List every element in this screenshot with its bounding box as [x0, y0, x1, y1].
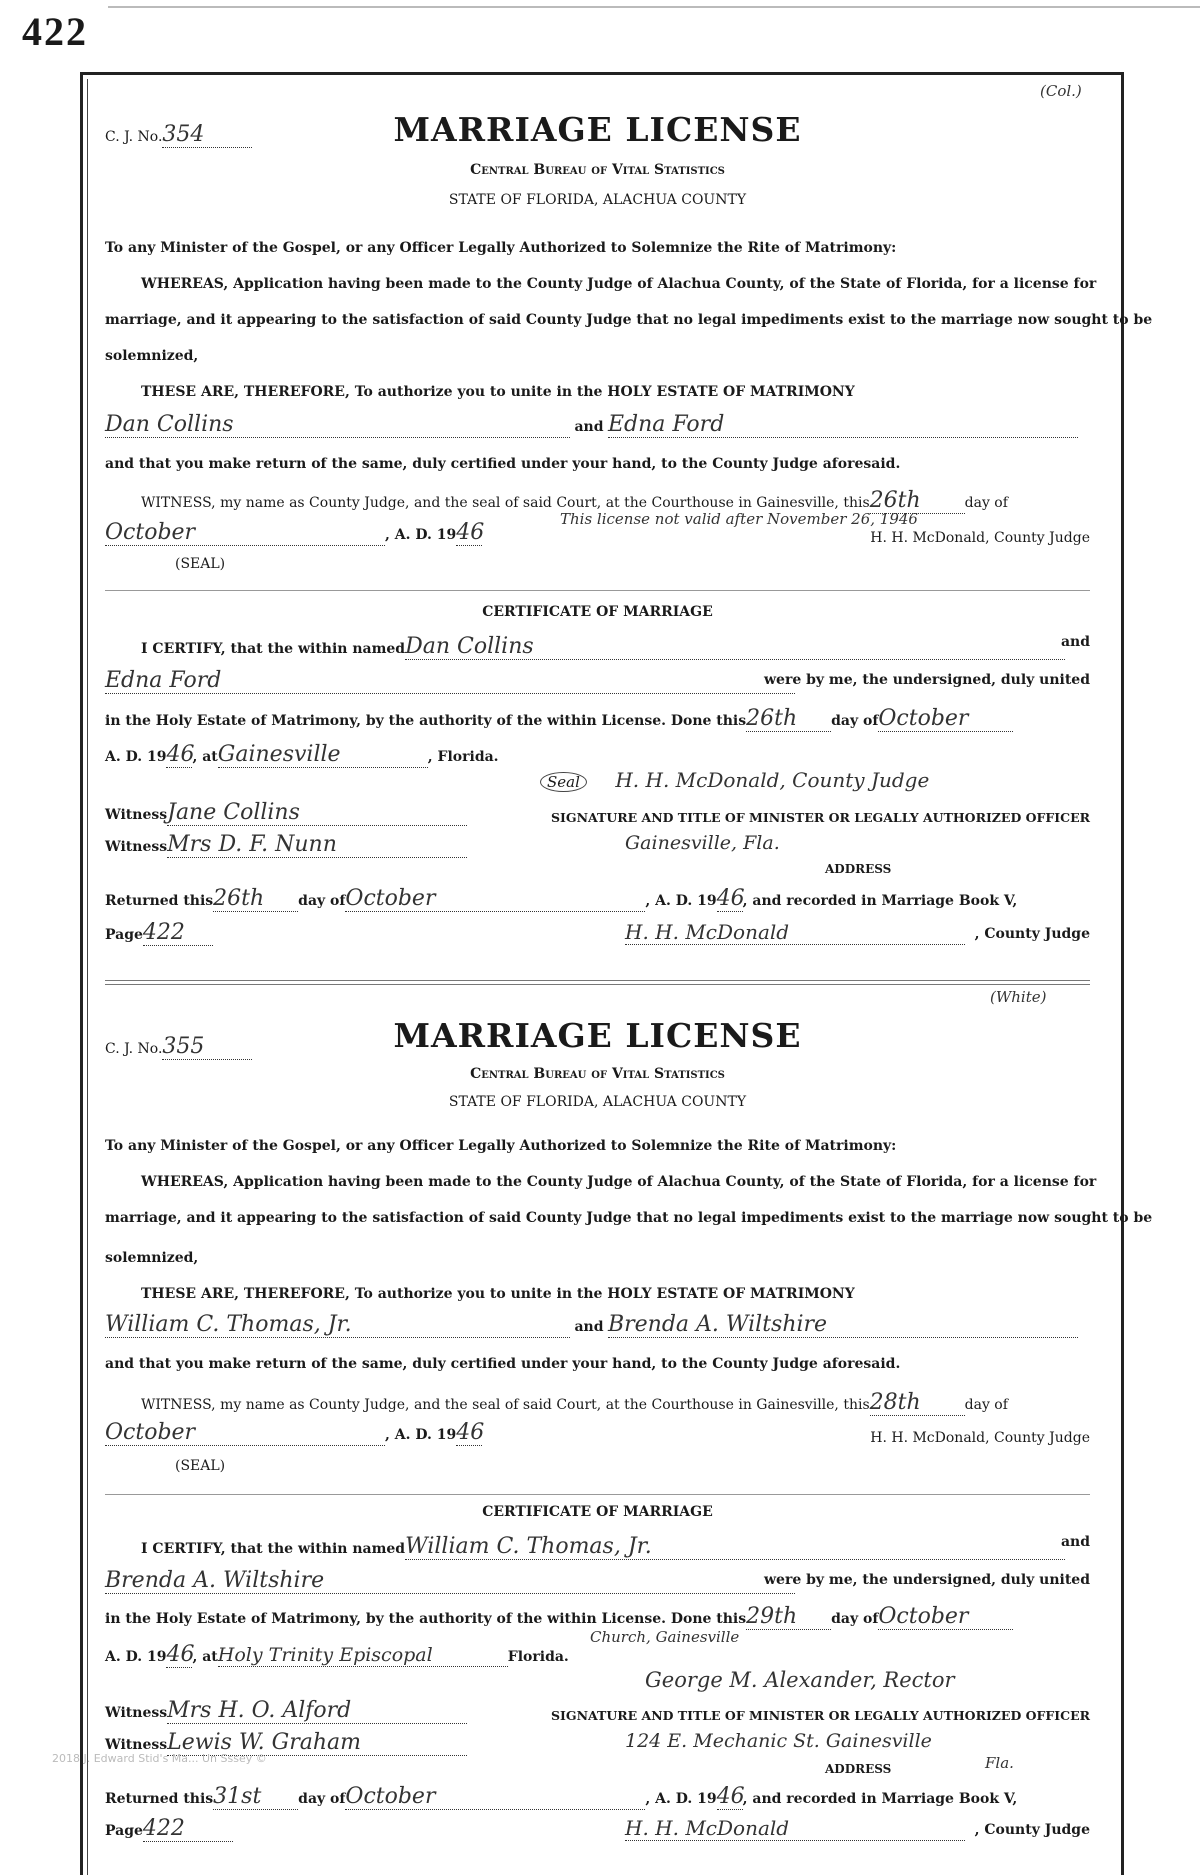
bride-name: Brenda A. Wiltshire: [608, 1312, 1078, 1338]
done-place-cont: Church, Gainesville: [590, 1628, 740, 1646]
witness-text: WITNESS, my name as County Judge, and the seal of said Court, at the Courthouse in Gainesville, this: [141, 1397, 870, 1413]
authorize-line: THESE ARE, THEREFORE, To authorize you to unite in the HOLY ESTATE OF MATRIMONY: [141, 1286, 855, 1302]
certify-text: I CERTIFY, that the within named: [141, 641, 406, 657]
bureau-name: Central Bureau of Vital Statistics: [470, 1066, 725, 1082]
judge-name: H. H. McDonald, County Judge: [870, 530, 1090, 546]
day-of: day of: [964, 495, 1008, 511]
witness-label-1: Witness: [105, 807, 168, 823]
ad-label: , A. D. 19: [385, 527, 457, 543]
returned-dayof: day of: [298, 893, 346, 909]
witness-2: Mrs D. F. Nunn: [167, 832, 467, 858]
whereas-line-2: marriage, and it appearing to the satisfaction of said County Judge that no legal impediments exist to the marriage now sought to be: [105, 312, 1153, 328]
united-text: were by me, the undersigned, duly united: [764, 672, 1090, 688]
judge-signature: H. H. McDonald: [625, 1816, 965, 1841]
recorded-text: , and recorded in Marriage Book V,: [742, 893, 1018, 909]
florida-label: , Florida.: [427, 749, 499, 765]
cert-name-1: Dan Collins: [405, 634, 1065, 660]
page-value: 422: [143, 920, 213, 946]
day-of: day of: [964, 1397, 1008, 1413]
witness-1: Jane Collins: [167, 800, 467, 826]
seal-mark: Seal: [540, 772, 587, 792]
and-label: and: [574, 419, 604, 435]
day-of: day of: [831, 1611, 879, 1627]
cert-name-1: William C. Thomas, Jr.: [405, 1534, 1065, 1560]
whereas-line-1: WHEREAS, Application having been made to the County Judge of Alachua County, of the State of Florida, for a license for: [141, 276, 1097, 292]
at-label: , at: [192, 749, 218, 765]
ad-label: A. D. 19: [105, 1649, 167, 1665]
race-note-2: (White): [990, 988, 1047, 1006]
state-county: STATE OF FLORIDA, ALACHUA COUNTY: [448, 192, 747, 208]
judge-name: H. H. McDonald, County Judge: [870, 1430, 1090, 1446]
cj-label: C. J. No.: [105, 1041, 163, 1057]
done-month: October: [878, 1604, 1013, 1630]
returned-year: 46: [716, 1784, 745, 1809]
license-year: 46: [456, 1420, 485, 1445]
ad-label: A. D. 19: [105, 749, 167, 765]
returned-month: October: [345, 886, 645, 912]
done-place: Holy Trinity Episcopal: [218, 1644, 508, 1667]
address-line: To any Minister of the Gospel, or any Officer Legally Authorized to Solemnize the Rite of Matrimony:: [105, 240, 897, 256]
returned-ad: , A. D. 19: [645, 1791, 717, 1807]
officer-address: 124 E. Mechanic St. Gainesville: [625, 1730, 932, 1752]
officer-address-2: Fla.: [985, 1754, 1014, 1772]
cj-label: C. J. No.: [105, 129, 163, 145]
florida-label: Florida.: [507, 1649, 569, 1665]
returned-day: 26th: [213, 886, 298, 912]
license-title: MARRIAGE LICENSE: [393, 1016, 802, 1055]
whereas-line-1: WHEREAS, Application having been made to the County Judge of Alachua County, of the State of Florida, for a license for: [141, 1174, 1097, 1190]
bureau-name: Central Bureau of Vital Statistics: [470, 162, 725, 178]
divider-3: [105, 1494, 1090, 1495]
ad-label: , A. D. 19: [385, 1427, 457, 1443]
returned-label: Returned this: [105, 1791, 214, 1807]
license-year: 46: [456, 520, 485, 545]
certificate-title: CERTIFICATE OF MARRIAGE: [482, 604, 713, 620]
page-label: Page: [105, 927, 143, 943]
county-judge-label: , County Judge: [974, 926, 1090, 942]
witness-label-2: Witness: [105, 839, 168, 855]
whereas-line-2: marriage, and it appearing to the satisfaction of said County Judge that no legal impediments exist to the marriage now sought to be: [105, 1210, 1153, 1226]
witness-1: Mrs H. O. Alford: [167, 1698, 467, 1724]
divider-2: [105, 980, 1090, 985]
whereas-line-3: solemnized,: [105, 348, 199, 364]
and-label: and: [574, 1319, 604, 1335]
whereas-line-3: solemnized,: [105, 1250, 199, 1266]
top-rule: [108, 6, 1200, 8]
judge-signature: H. H. McDonald: [625, 920, 965, 945]
divider-1: [105, 590, 1090, 591]
witness-label-2: Witness: [105, 1737, 168, 1753]
done-month: October: [878, 706, 1013, 732]
at-label: , at: [192, 1649, 218, 1665]
returned-label: Returned this: [105, 893, 214, 909]
page-label: Page: [105, 1823, 143, 1839]
license-month: October: [105, 1420, 385, 1446]
authorize-line: THESE ARE, THEREFORE, To authorize you to unite in the HOLY ESTATE OF MATRIMONY: [141, 384, 855, 400]
witness-day: 28th: [870, 1390, 965, 1416]
holy-estate-text: in the Holy Estate of Matrimony, by the authority of the within License. Done this: [105, 713, 747, 729]
witness-text: WITNESS, my name as County Judge, and the seal of said Court, at the Courthouse in Gainesville, this: [141, 495, 870, 511]
done-day: 29th: [746, 1604, 831, 1630]
witness-label-1: Witness: [105, 1705, 168, 1721]
return-line: and that you make return of the same, duly certified under your hand, to the County Judge aforesaid.: [105, 1356, 901, 1372]
seal-label: (SEAL): [175, 1458, 226, 1474]
certificate-title: CERTIFICATE OF MARRIAGE: [482, 1504, 713, 1520]
recorded-text: , and recorded in Marriage Book V,: [742, 1791, 1018, 1807]
done-year: 46: [166, 1642, 195, 1667]
witness-2: Lewis W. Graham: [167, 1730, 467, 1756]
returned-year: 46: [716, 886, 745, 911]
and-label: and: [1060, 1534, 1090, 1550]
race-note-1: (Col.): [1040, 82, 1082, 100]
bride-name: Edna Ford: [608, 412, 1078, 438]
day-of: day of: [831, 713, 879, 729]
address-line: To any Minister of the Gospel, or any Officer Legally Authorized to Solemnize the Rite of Matrimony:: [105, 1138, 897, 1154]
page-number: 422: [22, 9, 88, 54]
page-value: 422: [143, 1816, 233, 1842]
officer-address: Gainesville, Fla.: [625, 832, 780, 854]
groom-name: William C. Thomas, Jr.: [105, 1312, 570, 1338]
address-label: ADDRESS: [825, 862, 892, 876]
signature-title: SIGNATURE AND TITLE OF MINISTER OR LEGALLY AUTHORIZED OFFICER: [551, 1708, 1090, 1723]
holy-estate-text: in the Holy Estate of Matrimony, by the authority of the within License. Done this: [105, 1611, 747, 1627]
officer-signature: George M. Alexander, Rector: [645, 1668, 955, 1692]
cj-number: 355: [162, 1034, 252, 1060]
officer-signature: H. H. McDonald, County Judge: [615, 768, 930, 792]
done-day: 26th: [746, 706, 831, 732]
license-month: October: [105, 520, 385, 546]
and-label: and: [1060, 634, 1090, 650]
united-text: were by me, the undersigned, duly united: [764, 1572, 1090, 1588]
groom-name: Dan Collins: [105, 412, 570, 438]
state-county: STATE OF FLORIDA, ALACHUA COUNTY: [448, 1094, 747, 1110]
cj-number: 354: [162, 122, 252, 148]
returned-month: October: [345, 1784, 645, 1810]
license-title: MARRIAGE LICENSE: [393, 110, 802, 149]
returned-day: 31st: [213, 1784, 298, 1810]
validity-note: This license not valid after November 26, 1946: [560, 510, 918, 528]
done-place: Gainesville: [218, 742, 428, 768]
copyright-watermark: 2018 J. Edward Stid's Ma... Un Sssey ©: [52, 1752, 267, 1765]
returned-ad: , A. D. 19: [645, 893, 717, 909]
returned-dayof: day of: [298, 1791, 346, 1807]
county-judge-label: , County Judge: [974, 1822, 1090, 1838]
certify-text: I CERTIFY, that the within named: [141, 1541, 406, 1557]
return-line: and that you make return of the same, duly certified under your hand, to the County Judge aforesaid.: [105, 456, 901, 472]
seal-label: (SEAL): [175, 556, 226, 572]
cert-name-2: Brenda A. Wiltshire: [105, 1568, 795, 1594]
signature-title: SIGNATURE AND TITLE OF MINISTER OR LEGALLY AUTHORIZED OFFICER: [551, 810, 1090, 825]
done-year: 46: [166, 742, 195, 767]
witness-day: 26th: [870, 488, 965, 514]
cert-name-2: Edna Ford: [105, 668, 795, 694]
address-label: ADDRESS: [825, 1762, 892, 1776]
